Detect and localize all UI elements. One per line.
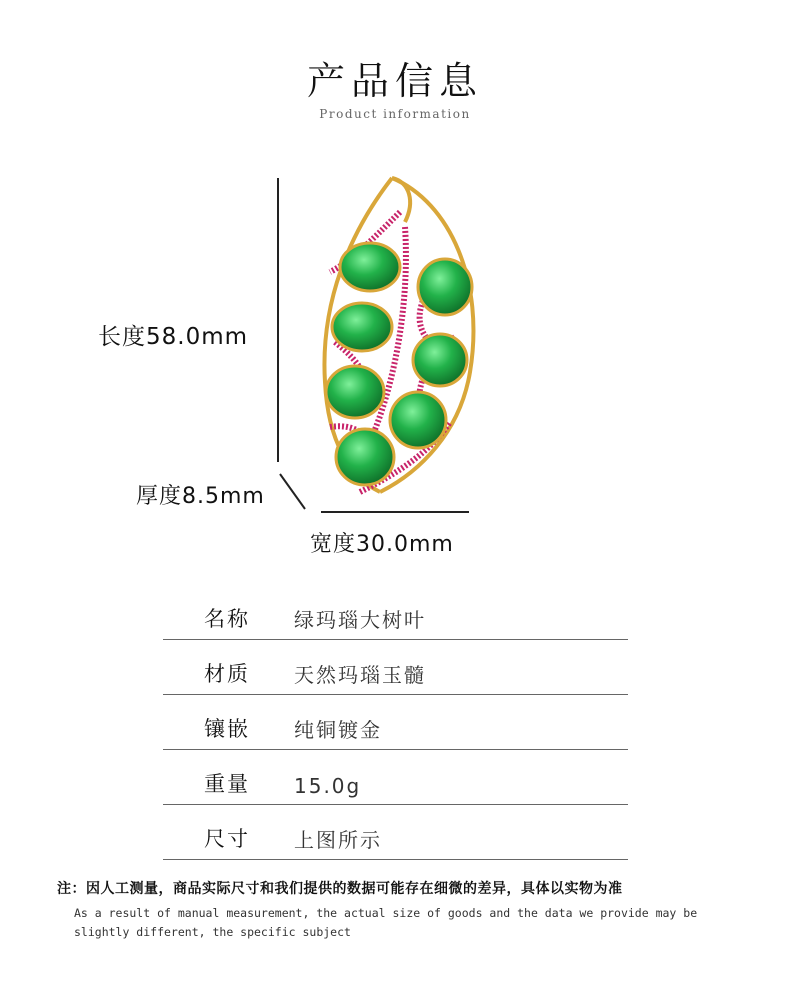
spec-row-weight xyxy=(163,750,628,805)
spec-value: 纯铜镀金 xyxy=(294,718,382,742)
spec-label: 镶嵌 xyxy=(204,717,250,741)
spec-label: 材质 xyxy=(204,662,250,686)
spec-table xyxy=(163,585,628,860)
page-title: 产品信息 xyxy=(306,59,483,103)
page-subtitle: Product information xyxy=(319,107,471,121)
length-dimension-line xyxy=(277,178,279,462)
spec-value: 上图所示 xyxy=(294,828,382,852)
spec-label: 重量 xyxy=(204,772,250,796)
jade-cabochons xyxy=(326,243,472,485)
spec-row-size xyxy=(163,805,628,860)
product-image xyxy=(300,172,490,507)
spec-value: 15.0g xyxy=(294,774,362,798)
spec-value: 绿玛瑙大树叶 xyxy=(294,608,426,632)
width-label: 宽度30.0mm xyxy=(310,532,454,557)
spec-label: 尺寸 xyxy=(204,827,250,851)
width-dimension-line xyxy=(321,511,469,513)
length-label: 长度58.0mm xyxy=(98,324,249,350)
spec-row-material xyxy=(163,640,628,695)
spec-value: 天然玛瑙玉髓 xyxy=(294,663,426,687)
measurement-note-english: As a result of manual measurement, the actual size of goods and the data we provide may be slightly different, the specific subject xyxy=(74,906,698,939)
spec-label: 名称 xyxy=(204,607,250,631)
thickness-label: 厚度8.5mm xyxy=(136,484,265,509)
spec-row-name xyxy=(163,585,628,640)
spec-row-setting xyxy=(163,695,628,750)
measurement-note: 注：因人工测量，商品实际尺寸和我们提供的数据可能存在细微的差异，具体以实物为准 xyxy=(57,881,623,897)
